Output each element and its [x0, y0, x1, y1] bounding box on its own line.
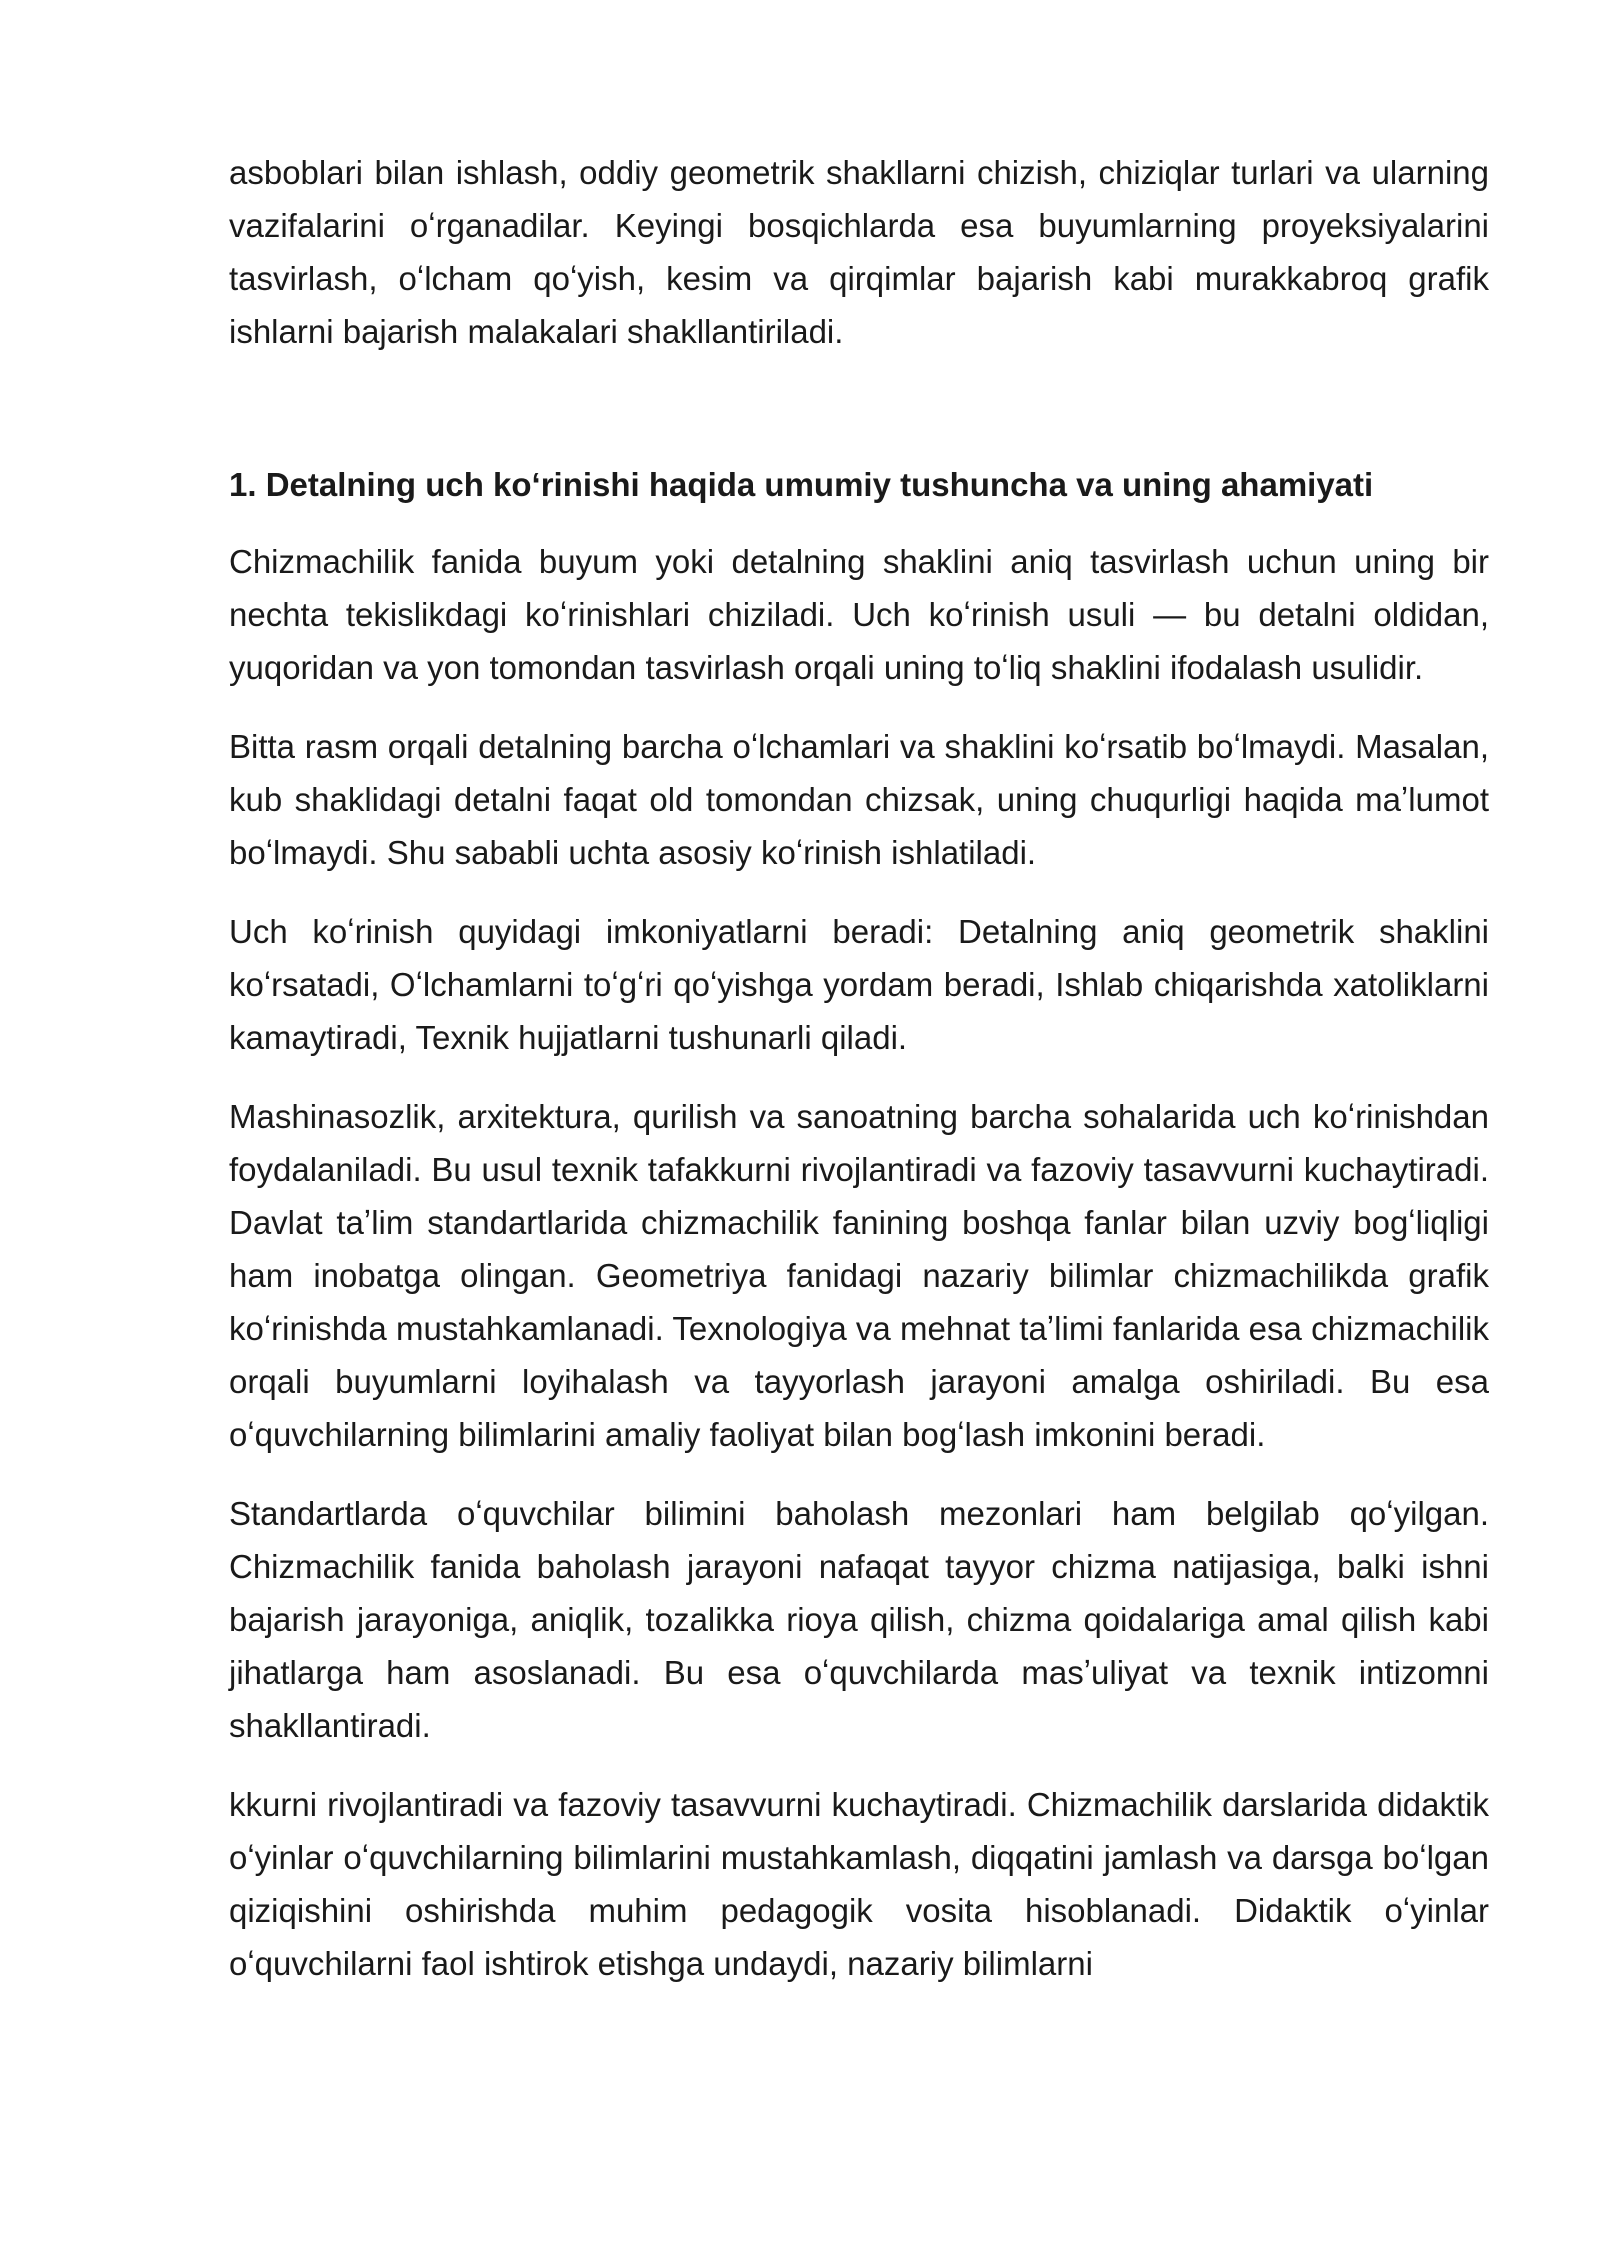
- body-paragraph: Chizmachilik fanida buyum yoki detalning shaklini aniq tasvirlash uchun uning bir nechta tekislikdagi koʻrinishlari chiziladi. Uch koʻrinish usuli — bu detalni oldidan, yuqoridan va yon tomondan tasvirlash orqali uning toʻliq shaklini ifodalash usulidir.: [229, 543, 1489, 686]
- section-heading: 1. Detalning uch koʻrinishi haqida umumiy tushuncha va uning ahamiyati: [229, 466, 1374, 503]
- body-paragraph: Uch koʻrinish quyidagi imkoniyatlarni beradi: Detalning aniq geometrik shaklini koʻrsatadi, Oʻlchamlarni toʻgʻri qoʻyishga yordam beradi, Ishlab chiqarishda xatoliklarni kamaytiradi, Texnik hujjatlarni tushunarli qiladi.: [229, 913, 1489, 1056]
- body-paragraph: kkurni rivojlantiradi va fazoviy tasavvurni kuchaytiradi. Chizmachilik darslarida didaktik oʻyinlar oʻquvchilarning bilimlarini mustahkamlash, diqqatini jamlash va darsga boʻlgan qiziqishini oshirishda muhim pedagogik vosita hisoblanadi. Didaktik oʻyinlar oʻquvchilarni faol ishtirok etishga undaydi, nazariy bilimlarni: [229, 1786, 1489, 1982]
- body-paragraph: Standartlarda oʻquvchilar bilimini baholash mezonlari ham belgilab qoʻyilgan. Chizmachilik fanida baholash jarayoni nafaqat tayyor chizma natijasiga, balki ishni bajarish jarayoniga, aniqlik, tozalikka rioya qilish, chizma qoidalariga amal qilish kabi jihatlarga ham asoslanadi. Bu esa oʻquvchilarda masʼuliyat va texnik intizomni shakllantiradi.: [229, 1495, 1489, 1744]
- document-page: [229, 146, 1489, 2016]
- body-paragraph: Bitta rasm orqali detalning barcha oʻlchamlari va shaklini koʻrsatib boʻlmaydi. Masalan, kub shaklidagi detalni faqat old tomondan chizsak, uning chuqurligi haqida maʼlumot boʻlmaydi. Shu sababli uchta asosiy koʻrinish ishlatiladi.: [229, 728, 1489, 871]
- body-paragraph: Mashinasozlik, arxitektura, qurilish va sanoatning barcha sohalarida uch koʻrinishdan foydalaniladi. Bu usul texnik tafakkurni rivojlantiradi va fazoviy tasavvurni kuchaytiradi. Davlat taʼlim standartlarida chizmachilik fanining boshqa fanlar bilan uzviy bogʻliqligi ham inobatga olingan. Geometriya fanidagi nazariy bilimlar chizmachilikda grafik koʻrinishda mustahkamlanadi. Texnologiya va mehnat taʼlimi fanlarida esa chizmachilik orqali buyumlarni loyihalash va tayyorlash jarayoni amalga oshiriladi. Bu esa oʻquvchilarning bilimlarini amaliy faoliyat bilan bogʻlash imkonini beradi.: [229, 1098, 1489, 1453]
- intro-paragraph: asboblari bilan ishlash, oddiy geometrik shakllarni chizish, chiziqlar turlari va ularning vazifalarini oʻrganadilar. Keyingi bosqichlarda esa buyumlarning proyeksiyalarini tasvirlash, oʻlcham qoʻyish, kesim va qirqimlar bajarish kabi murakkabroq grafik ishlarni bajarish malakalari shakllantiriladi.: [229, 154, 1489, 350]
